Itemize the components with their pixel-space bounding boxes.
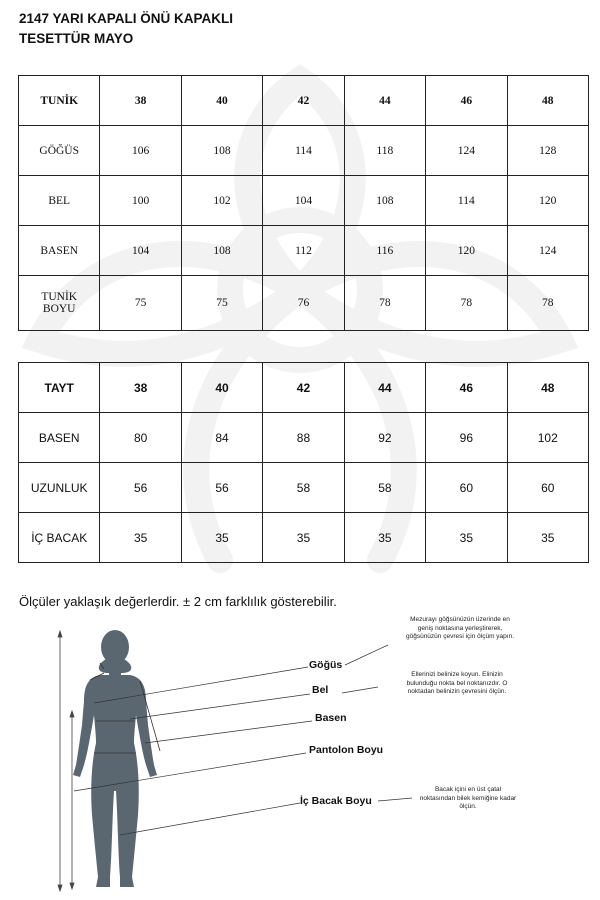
- table-cell: 35: [100, 513, 181, 563]
- header-cell: 40: [181, 76, 262, 126]
- table-cell: 92: [344, 413, 425, 463]
- table-cell: 108: [181, 226, 262, 276]
- label-gogus: Göğüs: [309, 659, 343, 671]
- table-cell: 106: [100, 126, 181, 176]
- table-cell: 96: [426, 413, 507, 463]
- header-cell: 48: [507, 76, 588, 126]
- diagram-lines: [0, 615, 600, 900]
- header-cell: 42: [263, 76, 344, 126]
- table-cell: 78: [344, 276, 425, 331]
- header-cell: 48: [507, 363, 588, 413]
- table-row: [19, 226, 589, 276]
- label-pantolon-boyu: Pantolon Boyu: [309, 744, 384, 756]
- header-cell: TAYT: [19, 363, 100, 413]
- table-cell: 35: [344, 513, 425, 563]
- table-row: [19, 176, 589, 226]
- desc-line: Mezurayı göğsünüzün üzerinde en: [410, 616, 510, 623]
- table-cell: 80: [100, 413, 181, 463]
- row-label: BASEN: [19, 226, 100, 276]
- table-cell: 108: [344, 176, 425, 226]
- table-cell: 56: [100, 463, 181, 513]
- table-cell: 100: [100, 176, 181, 226]
- table-header-row: [19, 363, 589, 413]
- table-cell: 114: [263, 126, 344, 176]
- desc-line: göğsünüzün çevresi için ölçüm yapın.: [405, 633, 515, 640]
- row-label: İÇ BACAK: [19, 513, 100, 563]
- table-cell: 75: [181, 276, 262, 331]
- header-cell: 38: [100, 76, 181, 126]
- height-arrow: [58, 631, 62, 891]
- table-cell: 60: [507, 463, 588, 513]
- header-cell: 46: [426, 363, 507, 413]
- table-cell: 76: [263, 276, 344, 331]
- table-cell: 104: [263, 176, 344, 226]
- row-label: GÖĞÜS: [19, 126, 100, 176]
- table-cell: 114: [426, 176, 507, 226]
- title-line-1: 2147 YARI KAPALI ÖNÜ KAPAKLI: [19, 11, 234, 26]
- desc-line: noktasından bilek kemiğine kadar: [419, 794, 517, 802]
- row-label: [19, 276, 100, 331]
- label-basen: Basen: [315, 712, 347, 724]
- table-cell: 58: [263, 463, 344, 513]
- desc-line: geniş noktasına yerleştirerek,: [417, 624, 503, 632]
- tolerance-note: Ölçüler yaklaşık değerlerdir. ± 2 cm farklılık gösterebilir.: [19, 594, 337, 609]
- table-row: [19, 513, 589, 563]
- desc-gogus: [375, 616, 545, 642]
- table-cell: 58: [344, 463, 425, 513]
- table-cell: 118: [344, 126, 425, 176]
- table-cell: 78: [426, 276, 507, 331]
- table-row: [19, 463, 589, 513]
- table-cell: 35: [507, 513, 588, 563]
- table-cell: 116: [344, 226, 425, 276]
- table-cell: 108: [181, 126, 262, 176]
- table-cell: 75: [100, 276, 181, 331]
- row-label: BEL: [19, 176, 100, 226]
- table-cell: 78: [507, 276, 588, 331]
- body-length-arrow: [70, 711, 74, 889]
- desc-bel: [372, 671, 542, 697]
- label-ic-bacak-boyu: İç Bacak Boyu: [300, 795, 372, 807]
- header-cell: 44: [344, 363, 425, 413]
- table-row: [19, 276, 589, 331]
- table-cell: 102: [181, 176, 262, 226]
- header-cell: 38: [100, 363, 181, 413]
- desc-line: noktadan belinizin çevresini ölçün.: [407, 688, 507, 695]
- header-cell: 40: [181, 363, 262, 413]
- title-line-2: TESETTÜR MAYO: [19, 31, 134, 46]
- table-cell: 88: [263, 413, 344, 463]
- table-cell: 35: [181, 513, 262, 563]
- table-cell: 120: [507, 176, 588, 226]
- table-row: [19, 126, 589, 176]
- table-cell: 35: [426, 513, 507, 563]
- row-label-line: BOYU: [42, 303, 76, 315]
- desc-line: bulunduğu nokta bel noktanızdır. O: [406, 679, 508, 687]
- table-cell: 128: [507, 126, 588, 176]
- header-cell: 46: [426, 76, 507, 126]
- row-label: BASEN: [19, 413, 100, 463]
- product-title: [19, 9, 233, 49]
- row-label: UZUNLUK: [19, 463, 100, 513]
- header-cell: 44: [344, 76, 425, 126]
- tunik-size-table: [18, 75, 589, 331]
- label-bel: Bel: [312, 684, 329, 696]
- desc-line: Bacak içini en üst çatal: [434, 786, 502, 793]
- body-silhouette: [73, 630, 157, 887]
- table-cell: 102: [507, 413, 588, 463]
- table-cell: 112: [263, 226, 344, 276]
- header-cell: TUNİK: [19, 76, 100, 126]
- table-row: [19, 413, 589, 463]
- table-cell: 124: [426, 126, 507, 176]
- table-cell: 120: [426, 226, 507, 276]
- table-cell: 84: [181, 413, 262, 463]
- desc-line: ölçün.: [459, 803, 477, 810]
- tayt-size-table: [18, 362, 589, 563]
- table-cell: 35: [263, 513, 344, 563]
- table-cell: 104: [100, 226, 181, 276]
- table-cell: 56: [181, 463, 262, 513]
- row-label-line: TUNİK: [41, 291, 78, 303]
- table-cell: 60: [426, 463, 507, 513]
- table-header-row: [19, 76, 589, 126]
- table-cell: 124: [507, 226, 588, 276]
- measurement-diagram: [0, 615, 600, 900]
- desc-line: Ellerinizi belinize koyun. Elinizin: [411, 671, 503, 678]
- header-cell: 42: [263, 363, 344, 413]
- desc-ic-bacak: [398, 786, 538, 812]
